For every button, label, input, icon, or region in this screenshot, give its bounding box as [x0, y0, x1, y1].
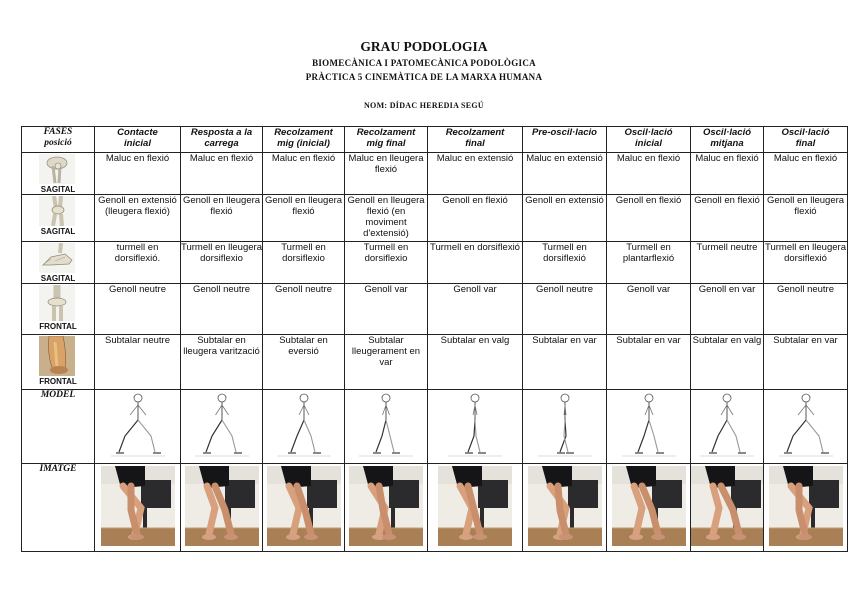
gait-model-figure	[523, 390, 607, 464]
phase-header-line: inicial	[124, 138, 151, 149]
row-label-cell	[22, 284, 95, 335]
gait-phases-table	[21, 126, 848, 552]
subject-title: BIOMECÀNICA I PATOMECÀNICA PODOLÒGICA	[312, 58, 536, 68]
table-row	[22, 153, 848, 195]
joint-position-cell: Genoll en extensió	[523, 195, 607, 242]
plane-label: SAGITAL	[40, 274, 76, 283]
row-label-cell	[22, 335, 95, 390]
joint-position-cell: Subtalar lleugerament en var	[345, 335, 428, 390]
joint-position-cell: Genoll neutre	[95, 284, 181, 335]
document-title: GRAU PODOLOGIA	[360, 39, 488, 54]
gait-photo	[607, 464, 691, 552]
joint-position-cell: Subtalar en var	[607, 335, 691, 390]
phase-header-line: Recolzament	[274, 127, 333, 138]
joint-position-cell: Genoll en flexió	[607, 195, 691, 242]
phase-header	[523, 127, 607, 153]
gait-photo	[181, 464, 263, 552]
knee-joint-icon	[39, 196, 77, 226]
joint-position-cell: Turmell en plantarflexió	[607, 242, 691, 284]
joint-position-cell: Genoll neutre	[181, 284, 263, 335]
phase-header	[764, 127, 848, 153]
joint-position-cell: Subtalar neutre	[95, 335, 181, 390]
phase-header-line: mitjana	[710, 138, 744, 149]
gait-model-figure	[263, 390, 345, 464]
phase-header-line: Resposta a la	[190, 127, 253, 138]
joint-position-cell: Subtalar en lleugera varització	[181, 335, 263, 390]
joint-position-cell: Subtalar en var	[764, 335, 848, 390]
phase-header-line: mig (inicial)	[277, 138, 330, 149]
joint-position-cell: Subtalar en eversió	[263, 335, 345, 390]
model-row-label: MODEL	[22, 390, 95, 464]
gait-photo	[691, 464, 764, 552]
image-row-label: IMATGE	[22, 464, 95, 552]
gait-model-figure	[607, 390, 691, 464]
gait-model-figure	[764, 390, 848, 464]
plane-label: SAGITAL	[40, 227, 76, 236]
phase-header-line: Pre-oscil·lacio	[532, 127, 597, 138]
joint-position-cell: Genoll en var	[691, 284, 764, 335]
row-label-cell	[22, 153, 95, 195]
phase-header-line: Recolzament	[356, 127, 416, 138]
corner-label-fases: FASES	[43, 127, 73, 137]
joint-position-cell: Genoll en lleugera flexió (en moviment d'extensió)	[345, 195, 428, 242]
gait-model-figure	[428, 390, 523, 464]
joint-position-cell: Subtalar en var	[523, 335, 607, 390]
corner-label-posicio: posició	[44, 138, 72, 148]
joint-position-cell: Turmell en dorsiflexio	[345, 242, 428, 284]
joint-position-cell: Maluc en flexió	[263, 153, 345, 195]
phase-header	[181, 127, 263, 153]
gait-photo	[345, 464, 428, 552]
joint-position-cell: Maluc en flexió	[607, 153, 691, 195]
joint-position-cell: Genoll en lleugera flexió	[764, 195, 848, 242]
knee-frontal-icon	[39, 285, 77, 321]
phase-header-line: carrega	[204, 138, 239, 149]
phase-header-line: Recolzament	[445, 127, 505, 138]
phase-header-line: final	[795, 138, 816, 149]
joint-position-cell: Genoll var	[428, 284, 523, 335]
phase-header-line: Contacte	[117, 127, 158, 138]
joint-position-cell: turmell en dorsiflexió.	[95, 242, 181, 284]
table-row	[22, 335, 848, 390]
plane-label: FRONTAL	[39, 322, 77, 331]
joint-position-cell: Maluc en lleugera flexió	[345, 153, 428, 195]
phase-header	[263, 127, 345, 153]
phase-header-line: Oscil·lació	[781, 127, 830, 138]
table-corner-header	[22, 127, 95, 153]
gait-photo	[428, 464, 523, 552]
gait-photo	[764, 464, 848, 552]
model-row	[22, 390, 848, 464]
table-row	[22, 242, 848, 284]
joint-position-cell: Turmell en dorsiflexio	[263, 242, 345, 284]
phase-header-line: final	[465, 138, 485, 149]
row-label-cell	[22, 195, 95, 242]
phase-header-line: mig final	[366, 138, 406, 149]
gait-model-figure	[345, 390, 428, 464]
joint-position-cell: Subtalar en valg	[428, 335, 523, 390]
joint-position-cell: Genoll neutre	[764, 284, 848, 335]
phase-header	[607, 127, 691, 153]
joint-position-cell: Maluc en flexió	[691, 153, 764, 195]
phase-header	[428, 127, 523, 153]
joint-position-cell: Genoll en extensió (lleugera flexió)	[95, 195, 181, 242]
ankle-joint-icon	[39, 243, 77, 273]
joint-position-cell: Maluc en flexió	[181, 153, 263, 195]
joint-position-cell: Maluc en flexió	[95, 153, 181, 195]
joint-position-cell: Genoll en flexió	[428, 195, 523, 242]
joint-position-cell: Genoll en lleugera flexió	[263, 195, 345, 242]
hip-joint-icon	[39, 154, 77, 184]
joint-position-cell: Genoll var	[607, 284, 691, 335]
row-label-cell	[22, 242, 95, 284]
gait-model-figure	[181, 390, 263, 464]
joint-position-cell: Genoll neutre	[523, 284, 607, 335]
practice-title: PRÀCTICA 5 CINEMÀTICA DE LA MARXA HUMANA	[305, 72, 543, 82]
phase-header	[345, 127, 428, 153]
phase-header	[95, 127, 181, 153]
joint-position-cell: Turmell neutre	[691, 242, 764, 284]
plane-label: FRONTAL	[39, 377, 77, 386]
joint-position-cell: Maluc en flexió	[764, 153, 848, 195]
joint-position-cell: Genoll var	[345, 284, 428, 335]
phase-header-line: Oscil·lació	[702, 127, 752, 138]
student-name: NOM: DÍDAC HEREDIA SEGÚ	[363, 101, 485, 110]
phase-header	[691, 127, 764, 153]
table-row	[22, 284, 848, 335]
gait-model-figure	[691, 390, 764, 464]
phase-header-line: Oscil·lació	[624, 127, 673, 138]
table-row	[22, 195, 848, 242]
plane-label: SAGITAL	[40, 185, 76, 194]
joint-position-cell: Genoll en lleugera flexió	[181, 195, 263, 242]
joint-position-cell: Maluc en extensió	[523, 153, 607, 195]
joint-position-cell: Turmell en dorsiflexió	[428, 242, 523, 284]
gait-photo	[523, 464, 607, 552]
foot-frontal-icon	[39, 336, 77, 376]
joint-position-cell: Genoll neutre	[263, 284, 345, 335]
joint-position-cell: Turmell en lleugera dorsiflexió	[764, 242, 848, 284]
joint-position-cell: Maluc en extensió	[428, 153, 523, 195]
joint-position-cell: Genoll en flexió	[691, 195, 764, 242]
joint-position-cell: Turmell en dorsiflexió	[523, 242, 607, 284]
joint-position-cell: Subtalar en valg	[691, 335, 764, 390]
gait-photo	[263, 464, 345, 552]
gait-photo	[95, 464, 181, 552]
phase-header-line: inicial	[635, 138, 662, 149]
gait-model-figure	[95, 390, 181, 464]
joint-position-cell: Turmell en lleugera dorsiflexio	[181, 242, 263, 284]
image-row	[22, 464, 848, 552]
